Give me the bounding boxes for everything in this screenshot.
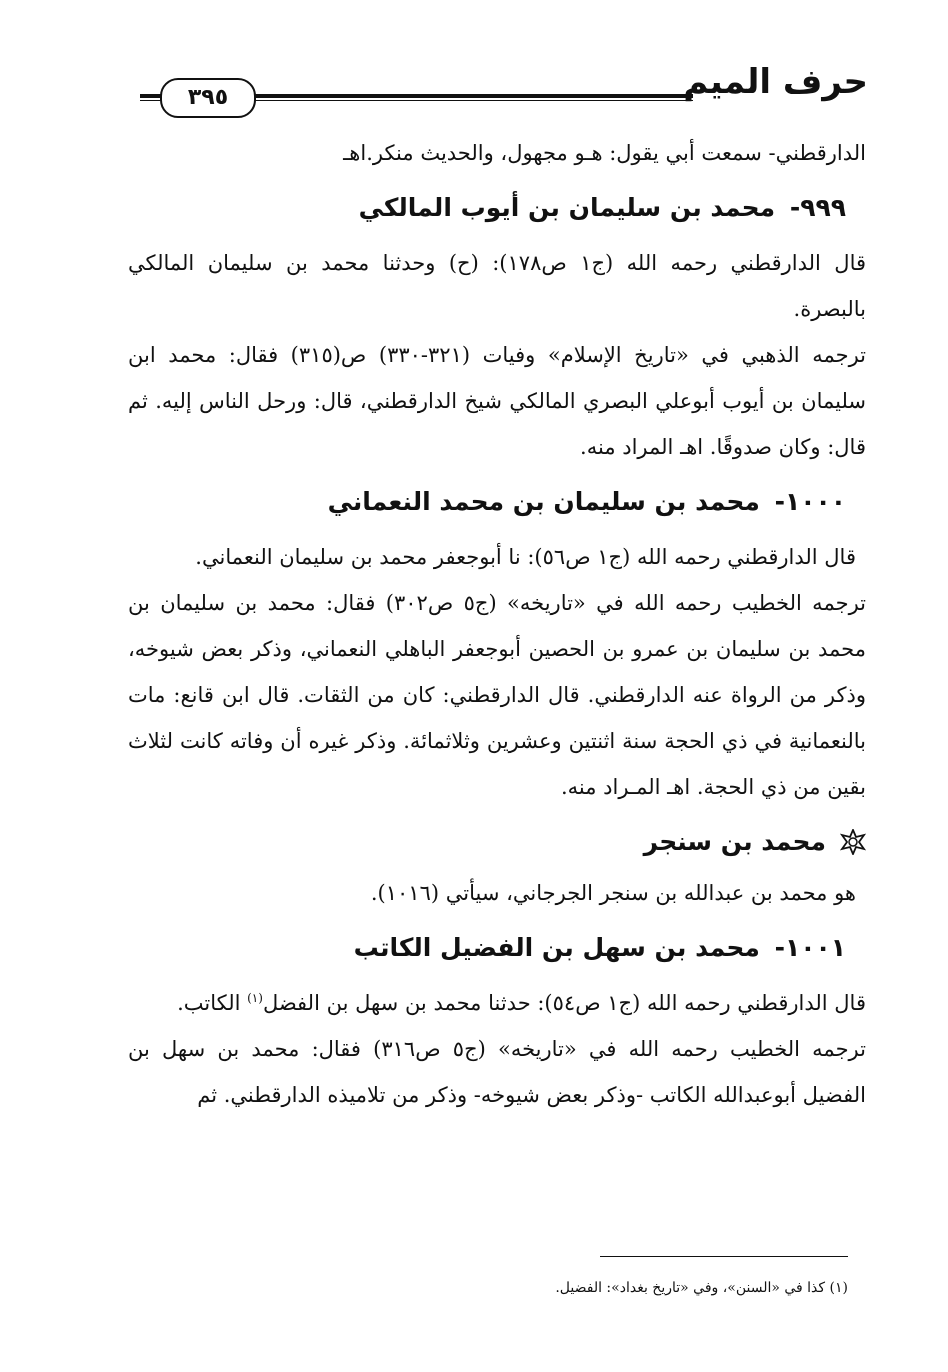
entry-heading-999 — [118, 180, 846, 236]
entry-name: محمد بن سليمان بن أيوب المالكي — [358, 193, 776, 222]
paragraph: قال الدارقطني رحمه الله (ج١ ص١٧٨): (ح) وحدثنا محمد بن سليمان المالكي بالبصرة. — [128, 251, 866, 321]
paragraph: هو محمد بن عبدالله بن سنجر الجرجاني، سيأتي (١٠١٦). — [370, 881, 856, 905]
entry-number: ١٠٠٠- — [774, 487, 846, 516]
chapter-title: حرف الميم — [683, 62, 868, 102]
page-number: ٣٩٥ — [160, 78, 256, 118]
entry-name: محمد بن سهل بن الفضيل الكاتب — [353, 933, 760, 962]
paragraph-text: قال الدارقطني رحمه الله (ج١ ص٥٤): حدثنا محمد بن سهل بن الفضل — [262, 991, 866, 1015]
paragraph-continuation: الدارقطني- سمعت أبي يقول: هـو مجهول، والحديث منكر.اهـ — [343, 141, 866, 165]
paragraph: ترجمه الذهبي في «تاريخ الإسلام» وفيات (٣٢١-٣٣٠) ص(٣١٥) فقال: محمد ابن سليمان بن أيوب أبوعلي البصري المالكي شيخ الدارقطني، قال: ورحل الناس إليه. ثم قال: وكان صدوقًا. اهـ المراد منه. — [128, 343, 867, 459]
paragraph: قال الدارقطني رحمه الله (ج١ ص٥٦): نا أبوجعفر محمد بن سليمان النعماني. — [195, 545, 856, 569]
footnote: (١) كذا في «السنن»، وفي «تاريخ بغداد»: الفضيل. — [555, 1280, 848, 1296]
footnote-separator — [600, 1256, 848, 1257]
paragraph-text: الكاتب. — [177, 991, 248, 1015]
entry-name: محمد بن سليمان بن محمد النعماني — [327, 487, 760, 516]
paragraph — [128, 980, 866, 1026]
entry-number: ٩٩٩- — [789, 193, 846, 222]
star-ornament-icon — [840, 829, 866, 855]
entry-heading-1000 — [118, 474, 846, 530]
paragraph: ترجمه الخطيب رحمه الله في «تاريخه» (ج٥ ص٣٠٢) فقال: محمد بن سليمان بن محمد بن سليمان بن عمرو بن الحصين أبوجعفر الباهلي النعماني، وذكر بعض شيوخه، وذكر من الرواة عنه الدارقطني. قال الدارقطني: كان من الثقات. قال ابن قانع: مات بالنعمانية في ذي الحجة سنة اثنتين وعشرين وثلاثمائة. وذكر غيره أن وفاته كانت لثلاث بقين من ذي الحجة. اهـ المـراد منه. — [128, 591, 866, 799]
paragraph: ترجمه الخطيب رحمه الله في «تاريخه» (ج٥ ص٣١٦) فقال: محمد بن سهل بن الفضيل أبوعبدالله الكاتب -وذكر بعض شيوخه- وذكر من تلاميذه الدارقطني. ثم — [128, 1037, 866, 1107]
page-content — [128, 130, 866, 1118]
entry-number: ١٠٠١- — [774, 933, 846, 962]
entry-heading-1001 — [118, 920, 846, 976]
subject-name: محمد بن سنجر — [643, 827, 826, 856]
subject-heading — [128, 814, 866, 870]
page-header — [140, 58, 868, 118]
footnote-marker[interactable]: (١) — [247, 991, 263, 1005]
